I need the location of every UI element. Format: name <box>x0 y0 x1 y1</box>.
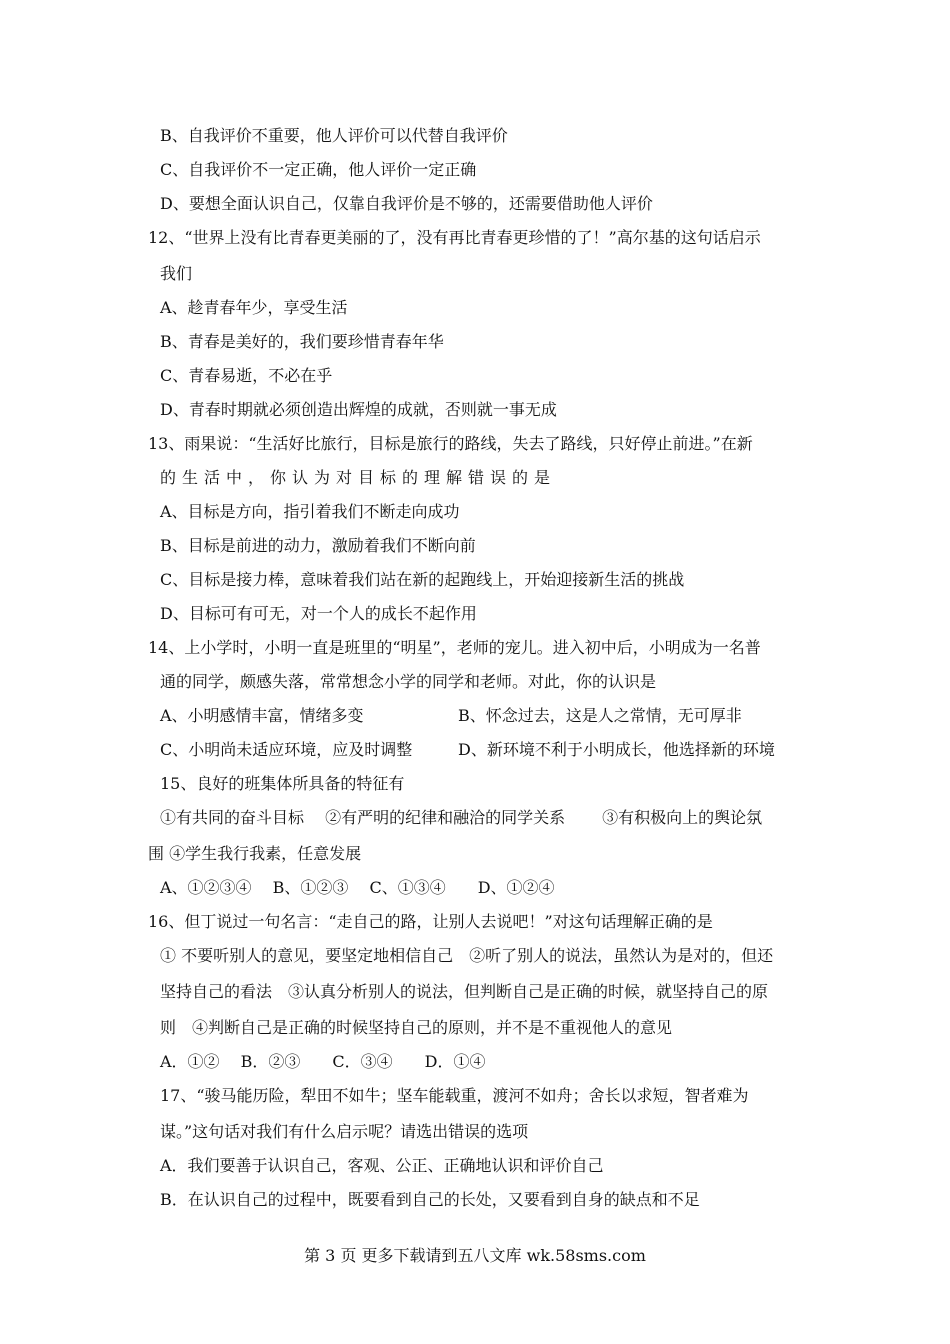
question-15-items: ①有共同的奋斗目标 ②有严明的纪律和融洽的同学关系 ③有积极向上的舆论氛 <box>160 808 763 827</box>
question-13-cont: 的生活中，你认为对目标的理解错误的是 <box>160 468 557 487</box>
question-12-cont: 我们 <box>160 264 193 283</box>
option-13d: D、目标可有可无，对一个人的成长不起作用 <box>160 604 477 623</box>
option-14b: B、怀念过去，这是人之常情，无可厚非 <box>458 706 742 725</box>
option-14c: C、小明尚未适应环境，应及时调整 <box>160 740 413 759</box>
question-16-items: ① 不要听别人的意见，要坚定地相信自己 ②听了别人的说法，虽然认为是对的，但还 <box>160 946 774 965</box>
option-12a: A、趁青春年少，享受生活 <box>160 298 348 317</box>
option-12c: C、青春易逝，不必在乎 <box>160 366 333 385</box>
page-footer: 第 3 页 更多下载请到五八文库 wk.58sms.com <box>304 1246 646 1265</box>
option-13b: B、目标是前进的动力，激励着我们不断向前 <box>160 536 476 555</box>
question-17: 17、“骏马能历险，犁田不如牛；坚车能载重，渡河不如舟；舍长以求短，智者难为 <box>160 1086 749 1105</box>
option-11b: B、自我评价不重要，他人评价可以代替自我评价 <box>160 126 508 145</box>
option-12b: B、青春是美好的，我们要珍惜青春年华 <box>160 332 444 351</box>
option-11c: C、自我评价不一定正确，他人评价一定正确 <box>160 160 477 179</box>
question-15-items-cont: 围 ④学生我行我素，任意发展 <box>148 844 362 863</box>
question-14: 14、上小学时，小明一直是班里的“明星”，老师的宠儿。进入初中后，小明成为一名普 <box>148 638 761 657</box>
option-13a: A、目标是方向，指引着我们不断走向成功 <box>160 502 460 521</box>
question-15: 15、良好的班集体所具备的特征有 <box>160 774 405 793</box>
option-14a: A、小明感情丰富，情绪多变 <box>160 706 364 725</box>
option-13c: C、目标是接力棒，意味着我们站在新的起跑线上，开始迎接新生活的挑战 <box>160 570 685 589</box>
question-12: 12、“世界上没有比青春更美丽的了，没有再比青春更珍惜的了！”高尔基的这句话启示 <box>148 228 761 247</box>
option-12d: D、青春时期就必须创造出辉煌的成就，否则就一事无成 <box>160 400 557 419</box>
question-14-cont: 通的同学，颇感失落，常常想念小学的同学和老师。对此，你的认识是 <box>160 672 657 691</box>
question-17-cont: 谋。”这句话对我们有什么启示呢？请选出错误的选项 <box>160 1122 529 1141</box>
option-17b: B．在认识自己的过程中，既要看到自己的长处，又要看到自身的缺点和不足 <box>160 1190 700 1209</box>
question-13: 13、雨果说：“生活好比旅行，目标是旅行的路线，失去了路线，只好停止前进。”在新 <box>148 434 753 453</box>
option-14d: D、新环境不利于小明成长，他选择新的环境 <box>458 740 775 759</box>
option-17a: A．我们要善于认识自己，客观、公正、正确地认识和评价自己 <box>160 1156 604 1175</box>
question-16-items-cont1: 坚持自己的看法 ③认真分析别人的说法，但判断自己是正确的时候，就坚持自己的原 <box>160 982 769 1001</box>
options-15: A、①②③④ B、①②③ C、①③④ D、①②④ <box>160 878 555 897</box>
question-16-items-cont2: 则 ④判断自己是正确的时候坚持自己的原则，并不是不重视他人的意见 <box>160 1018 673 1037</box>
question-16: 16、但丁说过一句名言：“走自己的路，让别人去说吧！”对这句话理解正确的是 <box>148 912 713 931</box>
option-11d: D、要想全面认识自己，仅靠自我评价是不够的，还需要借助他人评价 <box>160 194 653 213</box>
options-16: A．①② B．②③ C．③④ D．①④ <box>160 1052 486 1071</box>
